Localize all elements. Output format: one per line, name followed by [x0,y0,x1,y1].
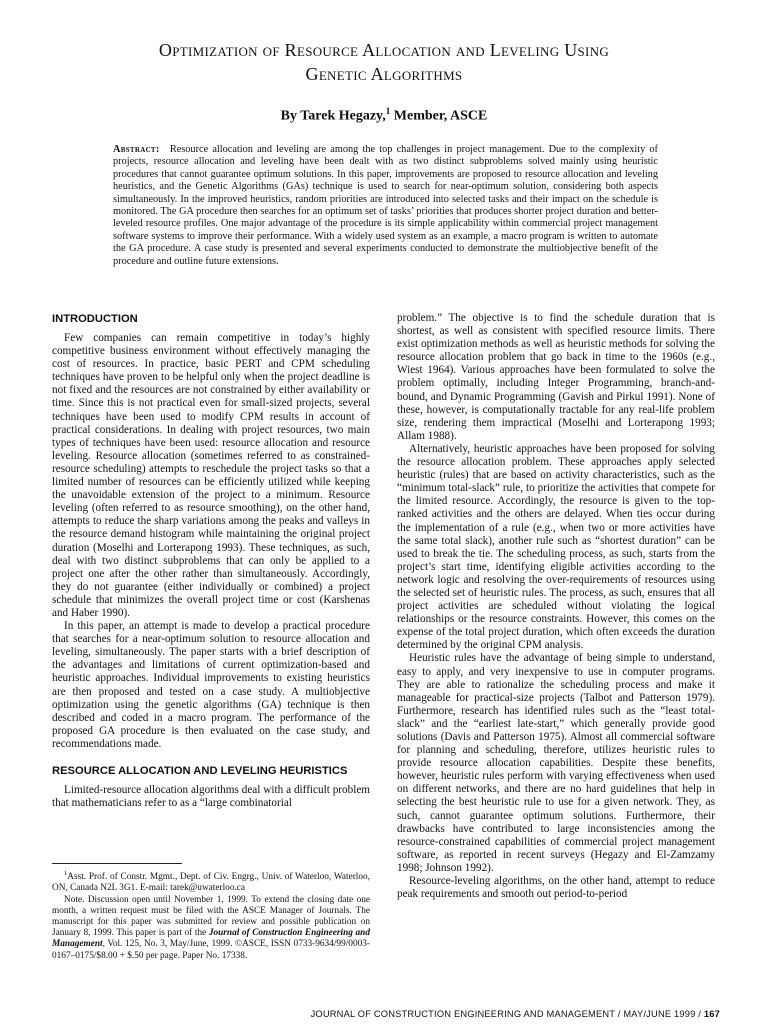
right-column [397,312,715,901]
footnote-divider [52,863,182,864]
running-footer-text: JOURNAL OF CONSTRUCTION ENGINEERING AND MANAGEMENT / MAY/JUNE 1999 / [310,1009,704,1019]
byline [0,106,768,125]
paper-title [60,38,708,86]
resource-allocation-paragraph-1: Limited-resource allocation algorithms deal with a difficult problem that mathematicians refer to as a “large combinatorial [52,784,370,810]
page-number: 167 [703,1009,720,1019]
footnotes [52,868,370,962]
left-column [52,313,370,810]
section-heading-resource-allocation: RESOURCE ALLOCATION AND LEVELING HEURISTICS [52,765,348,777]
footnote-affiliation [52,868,370,895]
right-paragraph-4: Resource-leveling algorithms, on the other hand, attempt to reduce peak requirements and smooth out period-to-period [397,875,715,901]
footnote-note [52,895,370,962]
abstract-text: Resource allocation and leveling are among the top challenges in project management. Due to the complexity of projects, resource allocation and leveling have been dealt with as two distinct subproblems solved mainly using heuristic procedures that cannot guarantee optimum solutions. In this paper, improvements are proposed to resource allocation and leveling heuristics, and the Genetic Algorithms (GAs) technique is used to search for near-optimum solution, considering both aspects simultaneously. In the improved heuristics, random priorities are introduced into selected tasks and their impact on the schedule is monitored. The GA procedure then searches for an optimum set of tasks’ priorities that produces shorter project duration and better-leveled resource profiles. One major advantage of the procedure is its simple applicability within commercial project management software systems to improve their performance. With a widely used system as an example, a macro program is written to automate the GA procedure. A case study is presented and several experiments conducted to demonstrate the multiobjective benefit of the procedure and outline future extensions. [113,144,658,267]
footnote-journal-name: Journal of Construction Engineering and Management [52,928,371,950]
running-footer [286,1009,720,1019]
author-membership: Member, ASCE [390,108,488,124]
right-paragraph-1: problem.” The objective is to find the schedule duration that is shortest, as well as consistent with specified resource limits. There exist optimization methods as well as heuristic methods for solving the resource allocation problem that go back in time to the 1960s (e.g., Wiest 1964). Various approaches have been formulated to solve the problem optimally, including Integer Programming, branch-and-bound, and Dynamic Programming (Gavish and Pirkul 1991). None of these, however, is computationally tractable for any real-life problem size, rendering them impractical (Moselhi and Lorterapong 1993; Allam 1988). [397,312,715,442]
footnote-note-text-a: Note. Discussion open until November 1, 1999. To extend the closing date one month, a written request must be filed with the ASCE Manager of Journals. The manuscript for this paper was submitted for review and possible publication on January 8, 1999. This paper is part of the [52,894,370,939]
abstract [113,144,658,268]
intro-paragraph-2: In this paper, an attempt is made to develop a practical procedure that searches for a near-optimum solution to resource allocation and leveling, simultaneously. The paper starts with a brief description of the advantages and limitations of current optimization-based and heuristic approaches. Individual improvements to existing heuristics are then proposed and tested on a case study. A multiobjective optimization using the genetic algorithms (GA) technique is then described and coded in a macro program. The performance of the proposed GA procedure is then evaluated on the case study, and recommendations made. [52,620,370,750]
title-line-1: Optimization of Resource Allocation and Leveling Using [158,40,610,60]
author-name: By Tarek Hegazy, [280,108,386,124]
right-paragraph-2: Alternatively, heuristic approaches have been proposed for solving the resource allocation problem. These approaches apply selected heuristic (rules) that are based on activity characteristics, such as the “minimum total-slack” rule, to prioritize the activities that compete for the limited resource. Accordingly, the resource is given to the top-ranked activities and the others are delayed. When ties occur during the implementation of a rule (e.g., when two or more activities have the same total slack), another rule such as “shortest duration” can be used to break the tie. The scheduling process, as such, starts from the project’s start time, identifying eligible activities according to the network logic and resolving the over-requirements of resources using the selected set of heuristic rules. The process, as such, ensures that all project activities are scheduled without violating the logical relationships or the resource constraints. However, this comes on the expense of the total project duration, which often exceeds the duration determined by the original CPM analysis. [397,442,715,652]
title-line-2: Genetic Algorithms [305,64,463,84]
footnote-affiliation-text: Asst. Prof. of Constr. Mgmt., Dept. of Civ. Engrg., Univ. of Waterloo, Waterloo, ON, Canada N2L 3G1. E-mail: tarek@uwaterloo.ca [52,872,370,894]
author-footnote-mark: 1 [385,106,391,116]
footnote-note-text-b: , Vol. 125, No. 3, May/June, 1999. ©ASCE, ISSN 0733-9634/99/0003-0167–0175/$8.00 + $.50 per page. Paper No. 17338. [52,939,370,961]
abstract-label: Abstract: [113,144,160,155]
section-heading-introduction: INTRODUCTION [52,313,138,325]
footnote-mark: 1 [64,870,68,877]
right-paragraph-3: Heuristic rules have the advantage of being simple to understand, easy to apply, and very inexpensive to use in computer programs. They are able to rationalize the scheduling process and make it manageable for practical-size projects (Talbot and Patterson 1979). Furthermore, research has identified rules such as the “least total-slack” and the “earliest late-start,” which generally provide good solutions (Davis and Patterson 1975). Almost all commercial software for planning and scheduling, therefore, utilizes heuristic rules to provide resource allocation capabilities. Despite these benefits, however, heuristic rules perform with varying effectiveness when used on different networks, and there are no hard guidelines that help in selecting the best heuristic rule to use for a given network. They, as such, cannot guarantee optimum solutions. Furthermore, their drawbacks have contributed to large inconsistencies among the resource-constrained capabilities of commercial project management software, as reported in recent surveys (Hegazy and El-Zamzamy 1998; Johnson 1992). [397,652,715,874]
intro-paragraph-1: Few companies can remain competitive in today’s highly competitive business environment without effectively managing the cost of resources. In practice, basic PERT and CPM scheduling techniques have proven to be helpful only when the project deadline is not fixed and the resources are not constrained by either availability or time. Since this is not practical even for small-sized projects, several techniques have been used to modify CPM results in account of practical considerations. In dealing with project resources, two main types of techniques have been used: resource allocation and resource leveling. Resource allocation (sometimes referred to as constrained-resource scheduling) attempts to reschedule the project tasks so that a limited number of resources can be efficiently utilized while keeping the unavoidable extension of the project to a minimum. Resource leveling (often referred to as resource smoothing), on the other hand, attempts to reduce the sharp variations among the peaks and valleys in the resource demand histogram while maintaining the original project duration (Moselhi and Lorterapong 1993). These techniques, as such, deal with two distinct subproblems that can only be applied to a project one after the other rather than simultaneously. Accordingly, they do not guarantee (either individually or combined) a project schedule that minimizes the overall project time or cost (Karshenas and Haber 1990). [52,332,370,619]
